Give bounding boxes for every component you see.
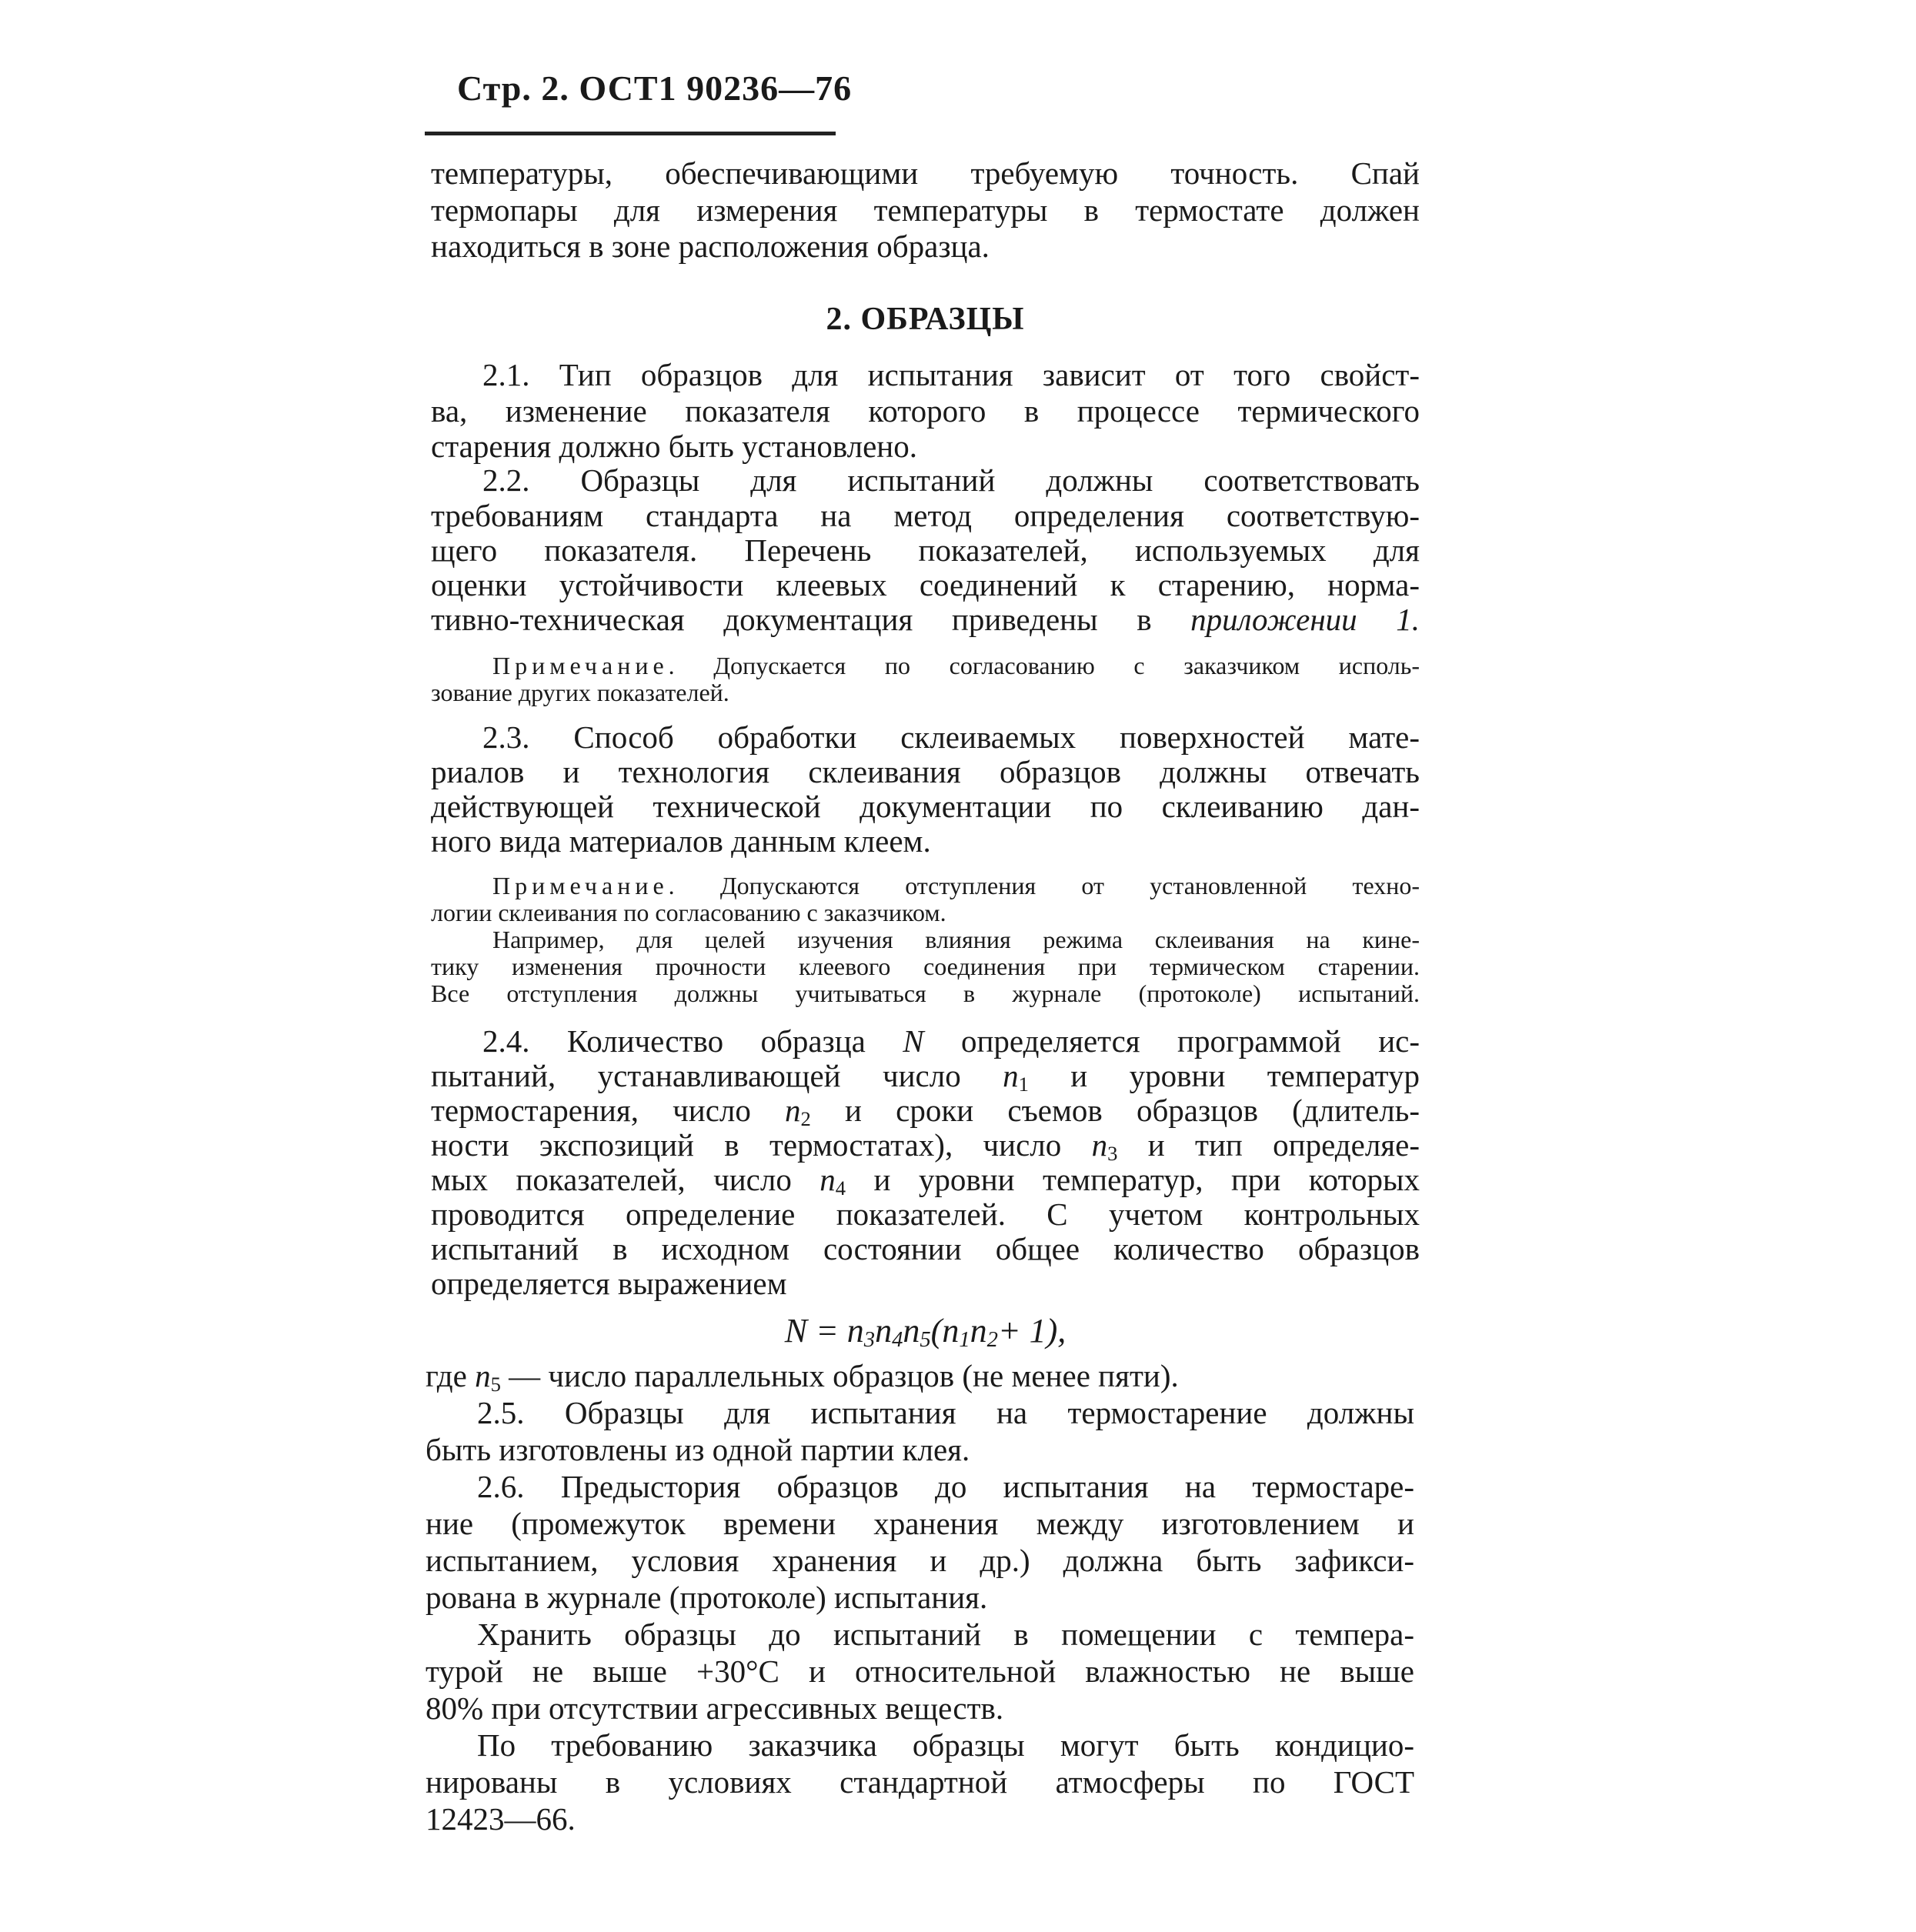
text-line: [426, 1470, 1414, 1503]
subscript: 1: [1018, 1073, 1029, 1096]
text-segment: Примечание: [492, 872, 669, 899]
text-segment: 2.1. Тип образцов для испытания зависит от того свойст-: [482, 357, 1420, 392]
text-line: [431, 464, 1420, 496]
text-segment: n: [475, 1358, 491, 1393]
text-line: [426, 1692, 1414, 1724]
text-segment: — число параллельных образцов (не менее пяти).: [500, 1358, 1179, 1393]
text-segment: испытанием, условия хранения и др.) должна быть зафикси-: [426, 1543, 1414, 1578]
formula: [431, 1312, 1420, 1350]
section-heading: [431, 303, 1420, 335]
header-rule: [425, 132, 836, 135]
text-segment: температуры, обеспечивающими требуемую точность. Спай: [431, 155, 1420, 191]
text-segment: 80% при отсутствии агрессивных веществ.: [426, 1690, 1004, 1726]
text-line: [431, 499, 1420, 532]
text-line: [431, 1058, 1420, 1096]
text-segment: n: [1091, 1127, 1108, 1163]
text-line: [426, 1544, 1414, 1577]
text-segment: N = n: [784, 1312, 864, 1350]
text-segment: 2.2. Образцы для испытаний должны соответствовать: [482, 462, 1420, 498]
subscript: 4: [892, 1328, 903, 1352]
page-header: Стр. 2. ОСТ1 90236—76: [457, 68, 853, 108]
text-line: [431, 430, 1420, 462]
text-segment: Примечание: [492, 652, 669, 679]
text-segment: испытаний в исходном состоянии общее количество образцов: [431, 1231, 1420, 1266]
text-segment: быть изготовлены из одной партии клея.: [426, 1432, 970, 1467]
text-segment: n: [785, 1093, 801, 1128]
text-segment: нированы в условиях стандартной атмосферы по ГОСТ: [426, 1764, 1414, 1800]
text-line: [431, 569, 1420, 601]
text-line: [431, 1233, 1420, 1265]
text-segment: зование других показателей.: [431, 679, 729, 706]
text-segment: где: [426, 1358, 476, 1393]
note-line: [431, 652, 1420, 679]
text-line: [426, 1766, 1414, 1798]
text-segment: проводится определение показателей. С учетом контрольных: [431, 1196, 1420, 1232]
subscript: 1: [959, 1328, 970, 1352]
text-line: [431, 756, 1420, 788]
note-line: [431, 980, 1420, 1006]
subscript: 5: [920, 1328, 931, 1352]
text-segment: ва, изменение показателя которого в процессе термического: [431, 393, 1420, 429]
text-segment: определяется программой ис-: [923, 1023, 1420, 1059]
text-segment: n: [1003, 1058, 1019, 1093]
text-line: [431, 790, 1420, 823]
text-segment: термостарения, число: [431, 1093, 786, 1128]
text-segment: мых показателей, число: [431, 1162, 820, 1197]
text-segment: и тип определяе-: [1117, 1127, 1420, 1163]
text-segment: и уровни температур, при которых: [846, 1162, 1420, 1197]
text-segment: ного вида материалов данным клеем.: [431, 823, 931, 859]
text-segment: По требованию заказчика образцы могут быть кондицио-: [477, 1727, 1414, 1763]
text-line: [426, 1358, 1414, 1396]
text-segment: и сроки съемов образцов (длитель-: [810, 1093, 1420, 1128]
text-line: [431, 534, 1420, 566]
text-segment: требованиям стандарта на метод определения соответствую-: [431, 498, 1420, 533]
text-segment: ние (промежуток времени хранения между изготовлением и: [426, 1506, 1414, 1541]
text-line: [426, 1396, 1414, 1429]
text-segment: N: [903, 1023, 924, 1059]
text-segment: n: [819, 1162, 836, 1197]
text-line: [426, 1581, 1414, 1613]
text-line: [431, 1025, 1420, 1057]
text-segment: . Допускаются отступления от установленной техно-: [668, 872, 1420, 899]
text-line: [426, 1618, 1414, 1650]
text-line: [431, 825, 1420, 857]
subscript: 4: [835, 1176, 846, 1200]
text-segment: оценки устойчивости клеевых соединений к старению, норма-: [431, 567, 1420, 602]
text-segment: Все отступления должны учитываться в журнале (протоколе) испытаний.: [431, 979, 1420, 1007]
text-line: [426, 1433, 1414, 1466]
text-line: [431, 1093, 1420, 1130]
text-line: [426, 1803, 1414, 1835]
text-segment: 2.6. Предыстория образцов до испытания на термостаре-: [477, 1469, 1414, 1504]
text-segment: n: [970, 1312, 987, 1350]
text-segment: турой не выше +30°С и относительной влажностью не выше: [426, 1653, 1414, 1689]
text-segment: старения должно быть установлено.: [431, 429, 917, 464]
text-segment: ности экспозиций в термостатах), число: [431, 1127, 1092, 1163]
text-line: [431, 603, 1420, 636]
text-segment: рована в журнале (протоколе) испытания.: [426, 1580, 988, 1615]
text-segment: определяется выражением: [431, 1266, 787, 1301]
text-line: [431, 1198, 1420, 1230]
text-segment: 2.3. Способ обработки склеиваемых поверхностей мате-: [482, 719, 1420, 755]
text-line: [426, 1655, 1414, 1687]
text-segment: + 1),: [997, 1312, 1066, 1350]
text-line: [426, 1507, 1414, 1540]
text-segment: Например, для целей изучения влияния режима склеивания на кине-: [492, 926, 1420, 953]
subscript: 2: [800, 1107, 811, 1130]
text-segment: 2. ОБРАЗЦЫ: [826, 302, 1025, 337]
text-segment: n: [903, 1312, 920, 1350]
text-segment: Хранить образцы до испытаний в помещении с темпера-: [477, 1617, 1414, 1652]
text-segment: тивно-техническая документация приведены в: [431, 602, 1191, 637]
text-segment: 2.5. Образцы для испытания на термостарение должны: [477, 1395, 1414, 1430]
text-line: [431, 194, 1420, 226]
note-line: [431, 873, 1420, 899]
note-line: [431, 926, 1420, 953]
text-line: [431, 395, 1420, 427]
subscript: 3: [863, 1328, 876, 1352]
text-line: [431, 1127, 1420, 1165]
text-segment: приложении 1.: [1190, 602, 1420, 637]
text-segment: . Допускается по согласованию с заказчиком исполь-: [668, 652, 1420, 679]
text-segment: n: [875, 1312, 893, 1350]
text-segment: 2.4. Количество образца: [482, 1023, 903, 1059]
text-line: [431, 157, 1420, 189]
text-segment: (n: [930, 1312, 960, 1350]
note-line: [431, 953, 1420, 979]
note-line: [431, 679, 1420, 706]
text-segment: пытаний, устанавливающей число: [431, 1058, 1003, 1093]
text-line: [431, 230, 1420, 262]
text-segment: находиться в зоне расположения образца.: [431, 229, 990, 264]
subscript: 3: [1107, 1142, 1118, 1165]
text-segment: тику изменения прочности клеевого соединения при термическом старении.: [431, 953, 1420, 980]
text-line: [431, 1162, 1420, 1200]
text-segment: риалов и технология склеивания образцов должны отвечать: [431, 754, 1420, 789]
text-segment: логии склеивания по согласованию с заказчиком.: [431, 899, 946, 926]
subscript: 2: [986, 1328, 998, 1352]
text-line: [431, 1267, 1420, 1300]
text-line: [431, 721, 1420, 753]
text-segment: действующей технической документации по склеиванию дан-: [431, 789, 1420, 824]
note-line: [431, 899, 1420, 926]
subscript: 5: [490, 1373, 501, 1396]
text-segment: 12423—66.: [426, 1801, 576, 1837]
text-segment: термопары для измерения температуры в термостате должен: [431, 192, 1420, 228]
text-line: [426, 1729, 1414, 1761]
text-segment: и уровни температур: [1028, 1058, 1420, 1093]
text-segment: щего показателя. Перечень показателей, используемых для: [431, 532, 1420, 568]
text-line: [431, 359, 1420, 391]
